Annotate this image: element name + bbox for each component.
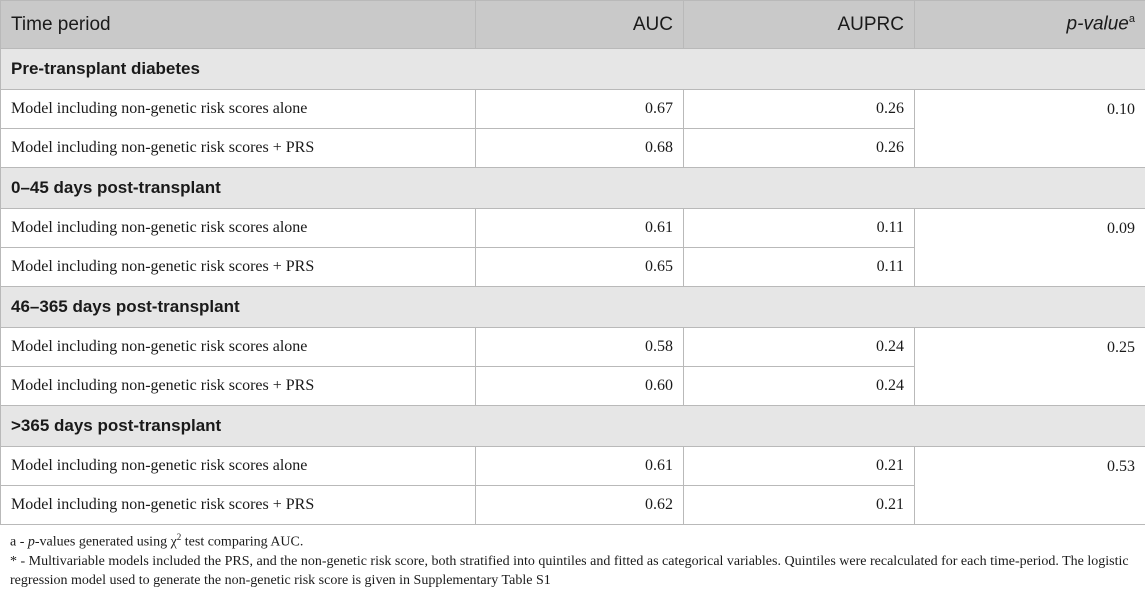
auprc-value: 0.26 [684,129,915,168]
header-p-value [915,1,1145,49]
auprc-value: 0.11 [684,209,915,248]
model-label: Model including non-genetic risk scores alone [1,209,476,248]
auprc-value: 0.11 [684,248,915,287]
auprc-value: 0.21 [684,486,915,525]
auprc-value: 0.21 [684,447,915,486]
group-title: >365 days post-transplant [1,406,1145,447]
group-row [1,49,1145,90]
table-row [1,209,1145,248]
group-title: 46–365 days post-transplant [1,287,1145,328]
p-value: 0.10 [915,90,1145,168]
p-value-label: p-value [1067,14,1129,35]
group-row [1,406,1145,447]
p-value: 0.25 [915,328,1145,406]
model-label: Model including non-genetic risk scores + PRS [1,129,476,168]
auc-value: 0.58 [476,328,684,367]
group-row [1,287,1145,328]
auc-value: 0.65 [476,248,684,287]
model-label: Model including non-genetic risk scores + PRS [1,367,476,406]
auprc-value: 0.26 [684,90,915,129]
model-label: Model including non-genetic risk scores + PRS [1,248,476,287]
footnote-a [10,528,1138,552]
auc-value: 0.61 [476,447,684,486]
table-row [1,328,1145,367]
header-row [1,1,1145,49]
model-label: Model including non-genetic risk scores alone [1,447,476,486]
group-title: 0–45 days post-transplant [1,168,1145,209]
table-row [1,447,1145,486]
footnote-a-text: -values generated using χ [35,535,177,550]
auc-value: 0.67 [476,90,684,129]
footnote-a-text-end: test comparing AUC. [181,535,303,550]
p-value: 0.09 [915,209,1145,287]
p-value-footnote-marker: a [1129,13,1135,25]
model-label: Model including non-genetic risk scores alone [1,90,476,129]
auc-value: 0.60 [476,367,684,406]
footnote-star: * - Multivariable models included the PRS, and the non-genetic risk score, both stratified into quintiles and fitted as categorical variables. Quintiles were recalculated for each time-period. The logistic regression model used to generate the non-genetic risk score is given in Supplementary Table S1 [10,552,1138,590]
footnote-a-italic-p: p [28,535,35,550]
group-row [1,168,1145,209]
footnote-a-superscript: 2 [177,532,182,542]
auc-value: 0.62 [476,486,684,525]
auc-value: 0.68 [476,129,684,168]
auprc-value: 0.24 [684,328,915,367]
auc-value: 0.61 [476,209,684,248]
auprc-value: 0.24 [684,367,915,406]
header-auprc: AUPRC [684,1,915,49]
table-footnotes [10,528,1138,590]
group-title: Pre-transplant diabetes [1,49,1145,90]
header-time-period: Time period [1,1,476,49]
p-value: 0.53 [915,447,1145,525]
table-row [1,90,1145,129]
footnote-a-marker: a - [10,535,24,550]
model-label: Model including non-genetic risk scores alone [1,328,476,367]
header-auc: AUC [476,1,684,49]
model-label: Model including non-genetic risk scores + PRS [1,486,476,525]
